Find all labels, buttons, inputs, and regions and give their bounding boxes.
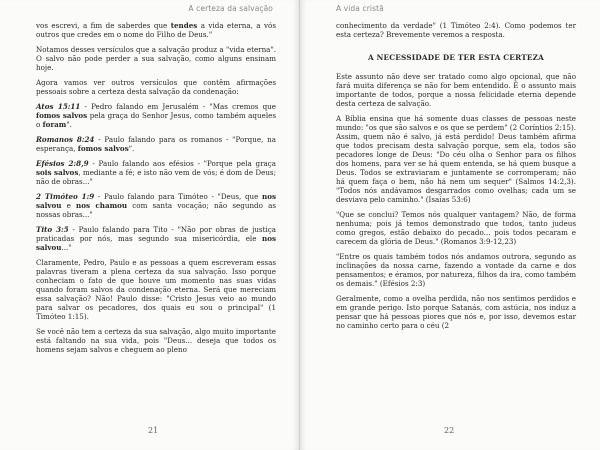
- page-body: [336, 21, 576, 336]
- page-number: 21: [148, 426, 159, 435]
- verse-reference: Tito 3:5: [36, 225, 69, 234]
- running-head: A vida cristã: [336, 4, 384, 13]
- paragraph: "Entre os quais também todos nós andamos outrora, segundo as inclinações da nossa carne, fazendo a vontade da carne e dos pensamentos; e éramos, por natureza, filhos da ira, como também os demais." (Efésios 2:3): [336, 252, 576, 288]
- verse-reference: 2 Timóteo 1:9: [36, 192, 95, 201]
- paragraph: Notamos desses versículos que a salvação produz a "vida eterna". O salvo não pode perder a sua salvação, como alguns ensinam hoje.: [36, 45, 276, 72]
- verse-paragraph: Atos 15:11 - Pedro falando em Jerusalém - "Mas cremos que fomos salvos pela graça do Senhor Jesus, como também aqueles o foram".: [36, 102, 276, 129]
- verse-paragraph: Efésios 2:8,9 - Paulo falando aos efésios - "Porque pela graça sois salvos, mediante a fé; e isto não vem de vós; é dom de Deus; não de obras...": [36, 159, 277, 186]
- verse-reference: Efésios 2:8,9: [36, 159, 89, 168]
- running-head: A certeza da salvação: [188, 4, 273, 13]
- verse-paragraph: 2 Timóteo 1:9 - Paulo falando para Timóteo - "Deus, que nos salvou e nos chamou com santa vocação; não segundo as nossas obras...": [36, 192, 277, 219]
- verse-paragraph: Romanos 8:24 - Paulo falando para os romanos - "Porque, na esperança, fomos salvos".: [36, 135, 276, 153]
- verse-paragraph: Tito 3:5 - Paulo falando para Tito - "Não por obras de justiça praticadas por nós, mas segundo sua misericórdia, ele nos salvou...": [36, 225, 276, 252]
- section-heading: A NECESSIDADE DE TER ESTA CERTEZA: [368, 53, 544, 62]
- paragraph: "Que se conclui? Temos nós qualquer vantagem? Não, de forma nenhuma; pois já temos demonstrado que todos, tanto judeus como gregos, estão debaixo do pecado... pois todos pecaram e carecem da glória de Deus." (Romanos 3:9-12,23): [336, 210, 576, 246]
- paragraph: vos escrevi, a fim de saberdes que tendes a vida eterna, a vós outros que credes em o nome do Filho de Deus.": [36, 21, 276, 39]
- paragraph: Se você não tem a certeza da sua salvação, algo muito importante está faltando na sua vida, pois "Deus... deseja que todos os homens sejam salvos e cheguem ao pleno: [36, 327, 276, 354]
- paragraph: conhecimento da verdade" (1 Timóteo 2:4). Como podemos ter esta certeza? Brevemente veremos a resposta.: [336, 21, 576, 39]
- paragraph: Claramente, Pedro, Paulo e as pessoas a quem escreveram essas palavras tiveram a plena certeza da sua salvação. Isso porque conheciam o fato de que houve um momento nas suas vidas quando foram salvos da condenação eterna. Será que mereciam essa salvação? Não! Paulo disse: "Cristo Jesus veio ao mundo para salvar os pecadores, dos quais eu sou o principal" (1 Timóteo 1:15).: [36, 258, 276, 321]
- paragraph: Agora vamos ver outros versículos que contêm afirmações pessoais sobre a certeza desta salvação da condenação:: [36, 78, 276, 96]
- right-page: [300, 0, 600, 450]
- page-number: 22: [444, 426, 455, 435]
- page-body: [36, 21, 276, 360]
- paragraph: Geralmente, como a ovelha perdida, não nos sentimos perdidos e em grande perigo. Isto porque Satanás, com astúcia, nos induz a pensar que há pessoas piores que nós e, por isso, devemos estar no caminho certo para o céu (2: [336, 294, 576, 330]
- paragraph: Este assunto não deve ser tratado como algo opcional, que não fará muita diferença se não for bem entendido. É o assunto mais importante de todos, porque a nossa felicidade eterna depende desta certeza de salvação.: [336, 72, 576, 108]
- verse-reference: Romanos 8:24: [36, 135, 95, 144]
- paragraph: A Bíblia ensina que há somente duas classes de pessoas neste mundo: "os que são salvos e os que se perdem" (2 Coríntios 2:15). Assim, quem não é salvo, já está perdido! Deus também afirma que todos precisam desta salvação porque, sem ela, todos são pecadores longe de Deus: "Do céu olha o Senhor para os filhos dos homens, para ver se há quem entenda, se há quem busque a Deus. Todos se extraviaram e juntamente se corromperam; não há quem faça o bem, não há nem um sequer" (Salmos 14:2,3). "Todos nós andávamos desgarrados como ovelhas; cada um se desviava pelo caminho." (Isaías 53:6): [336, 114, 576, 204]
- verse-reference: Atos 15:11: [36, 102, 81, 111]
